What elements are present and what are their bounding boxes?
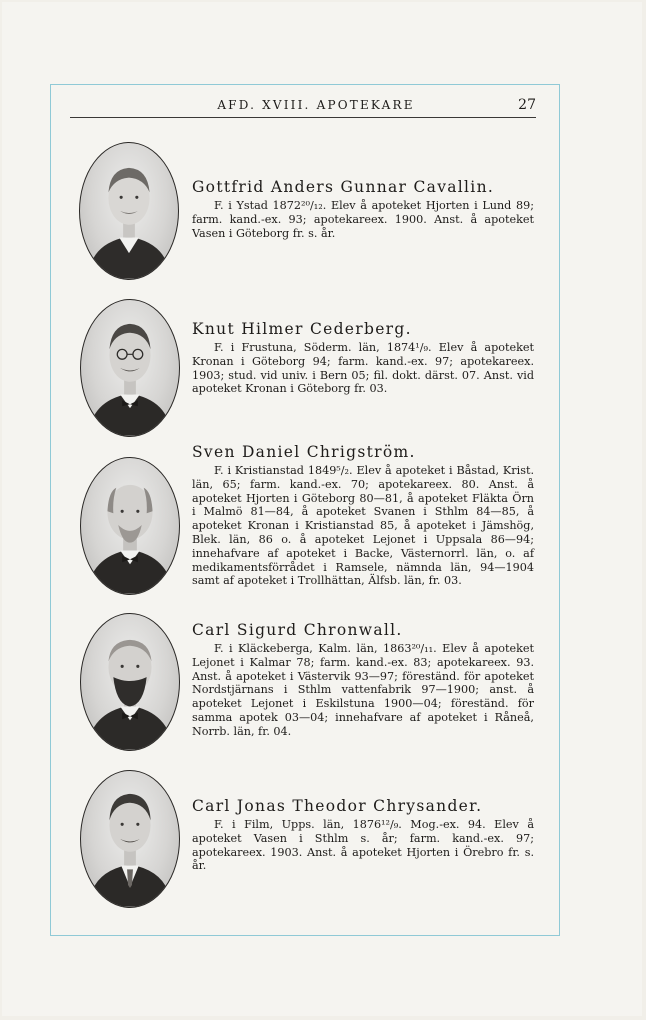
header-rule <box>70 117 536 118</box>
entry-bio: F. i Frustuna, Söderm. län, 1874¹/₉. Elev å apoteket Kronan i Göteborg 94; farm. kand.-ex. 97; apotekareex. 1903; stud. vid univ. i Bern 05; fil. dokt. därst. 07. Anst. vid apoteket Kronan i Göteborg fr. 03. <box>192 341 534 396</box>
portrait-chronwall <box>80 613 180 751</box>
running-head: AFD. XVIII. APOTEKARE <box>217 98 415 112</box>
entry-bio: F. i Ystad 1872²⁰/₁₂. Elev å apoteket Hjorten i Lund 89; farm. kand.-ex. 93; apotekareex. 1900. Anst. å apoteket Vasen i Göteborg fr. s. år. <box>192 199 534 240</box>
entry-name: Gottfrid Anders Gunnar Cavallin. <box>192 178 495 196</box>
portrait-chrysander <box>80 770 180 908</box>
entry-bio: F. i Kristianstad 1849⁵/₂. Elev å apoteket i Båstad, Krist. län, 65; farm. kand.-ex. 70; apotekareex. 80. Anst. å apoteket Hjorten i Göteborg 80—81, å apoteket Fläkta Örn i Malmö 81—84, å apoteket Svanen i Sthlm 84—85, å apoteket Kronan i Kristianstad 85, å apoteket i Jämshög, Blek. län, 86 o. å apoteket Lejonet i Uppsala 86—94; innehafvare af apoteket i Backe, Västernorrl. län, o. af medikamentsförrådet i Ramsele, nämnda län, 94—1904 samt af apoteket i Trollhättan, Älfsb. län, fr. 03. <box>192 464 534 588</box>
entry-name: Sven Daniel Chrigström. <box>192 443 416 461</box>
portrait-cavallin <box>79 142 179 280</box>
portrait-chrigstrom <box>80 457 180 595</box>
entry-name: Knut Hilmer Cederberg. <box>192 320 412 338</box>
entry-name: Carl Jonas Theodor Chrysander. <box>192 797 483 815</box>
entry-bio: F. i Kläckeberga, Kalm. län, 1863²⁰/₁₁. Elev å apoteket Lejonet i Kalmar 78; farm. kand.-ex. 83; apotekareex. 93. Anst. å apoteket i Västervik 93—97; föreständ. för apoteket Nordstjärnans i Sthlm vattenfabrik 97—1900; anst. å apoteket Lejonet i Eskilstuna 1900—04; föreständ. för samma apotek 03—04; innehafvare af apoteket i Råneå, Norrb. län, fr. 04. <box>192 642 534 738</box>
portrait-cederberg <box>80 299 180 437</box>
entry-name: Carl Sigurd Chronwall. <box>192 621 403 639</box>
entry-bio: F. i Film, Upps. län, 1876¹²/₉. Mog.-ex. 94. Elev å apoteket Vasen i Sthlm s. år; farm. kand.-ex. 97; apotekareex. 1903. Anst. å apoteket Hjorten i Örebro fr. s. år. <box>192 818 534 873</box>
page-number: 27 <box>518 97 536 113</box>
